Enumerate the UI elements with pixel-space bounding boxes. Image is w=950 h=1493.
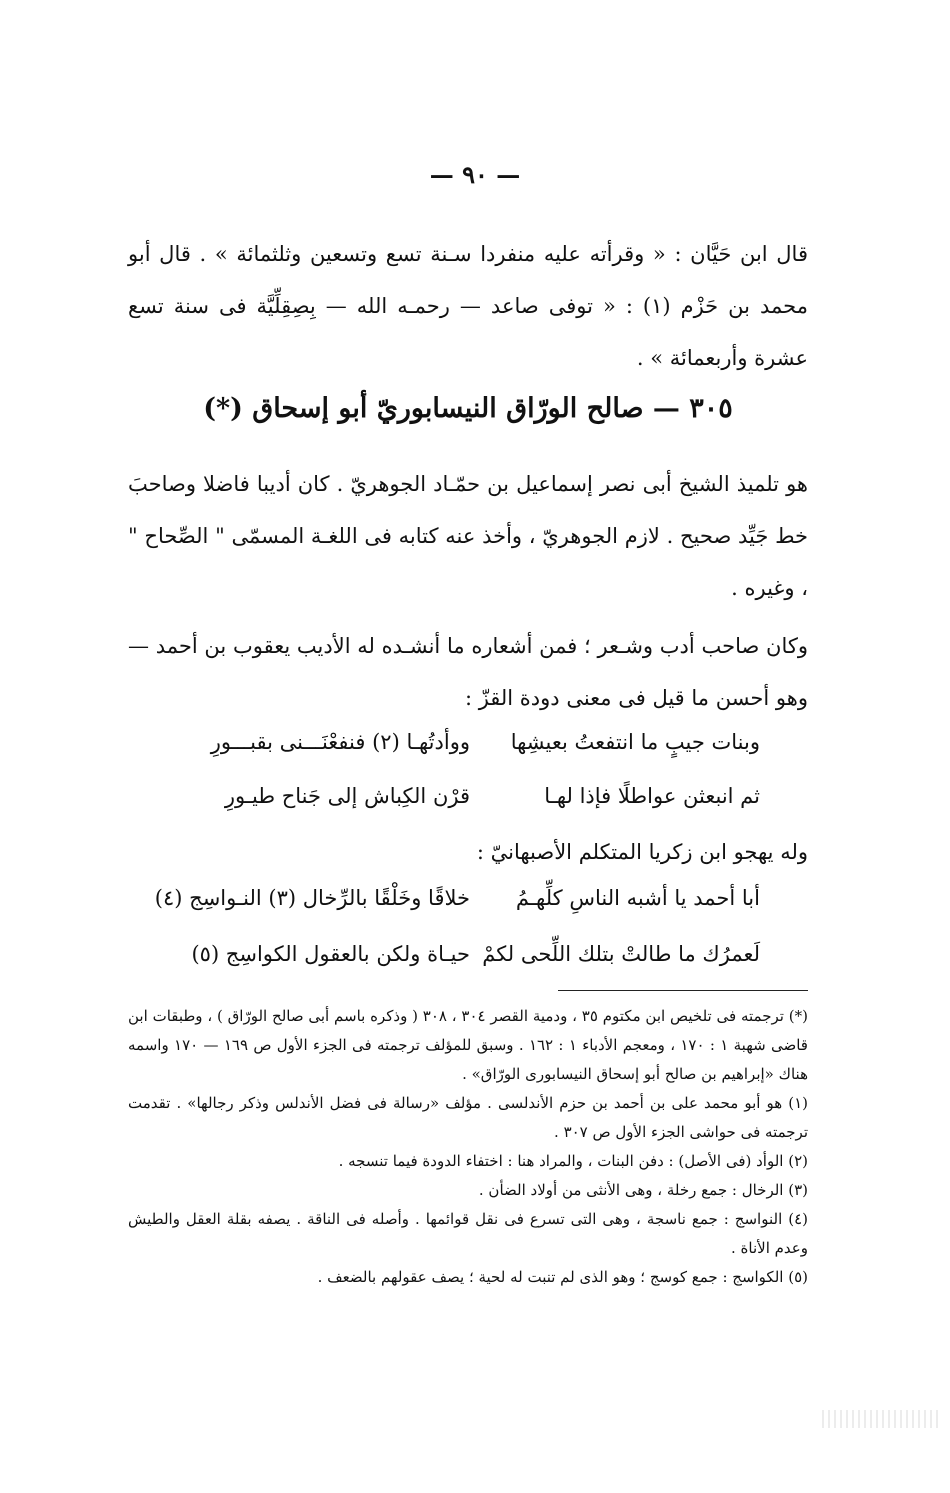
biography-block-2 xyxy=(128,620,808,724)
verse-3-first-hemistich: أبا أحمد يا أشبه الناسِ كلِّهـمُ xyxy=(515,886,760,910)
footnote-divider xyxy=(558,990,808,991)
biography-paragraph-1: هو تلميذ الشيخ أبى نصر إسماعيل بن حمّـاد الجوهريّ . كان أديبا فاضلا وصاحبَ خط جَيِّد صحيح . لازم الجوهريّ ، وأخذ عنه كتابه فى اللغـة المسمّى " الصِّحاح " ، وغيره . xyxy=(128,472,808,600)
verse-2-second-hemistich: قرْن الكِباش إلى جَناح طيـورِ xyxy=(224,784,470,808)
footnote-4: (٤) النواسج : جمع ناسجة ، وهى التى تسرع فى نقل قوائمها . وأصله فى الناقة . يصفه بقلة العقل والطيش وعدم الأناة . xyxy=(128,1210,808,1257)
footnote-star: (*) ترجمته فى تلخيص ابن مكتوم ٣٥ ، ودمية القصر ٣٠٤ ، ٣٠٨ ( وذكره باسم أبى صالح الورّاق ) ، وطبقات ابن قاضى شهبة ١ : ١٧٠ ، ومعجم الأدباء ١ : ١٦٢ . وسبق للمؤلف ترجمته فى الجزء الأول ص ١٦٩ — ١٧٠ واسمه هناك «إبراهيم بن صالح أبو إسحاق النيسابورى الورّاق» . xyxy=(128,1007,808,1083)
footnote-3: (٣) الرخال : جمع رخلة ، وهى الأنثى من أولاد الضأن . xyxy=(478,1181,808,1199)
intro-text: قال ابن حَيَّان : « وقرأته عليه منفردا سـنة تسع وتسعين وثلثمائة » . قال أبو محمد بن حَزْم (١) : « توفى صاعد — رحمـه الله — بِصِقِلِّيَّة فى سنة تسع عشرة وأربعمائة » . xyxy=(128,242,808,370)
verse-2-first-hemistich: ثم انبعثن عواطلًا فإذا لهـا xyxy=(544,784,760,808)
verse-4-second-hemistich: حيـاة ولكن بالعقول الكواسِج (٥) xyxy=(191,942,470,966)
intro-paragraph xyxy=(128,228,808,384)
biography-paragraph-2: وكان صاحب أدب وشـعر ؛ فمن أشعاره ما أنشـده له الأديب يعقوب بن أحمد — وهو أحسن ما قيل فى معنى دودة القزّ : xyxy=(128,634,808,710)
footnote-1: (١) هو أبو محمد على بن أحمد بن حزم الأندلسى . مؤلف «رسالة فى فضل الأندلس وذكر رجالها» . تقدمت ترجمته فى حواشى الجزء الأول ص ٣٠٧ . xyxy=(128,1094,808,1141)
verse-1-first-hemistich: وبنات جيبٍ ما انتفعتُ بعيشِها xyxy=(510,730,760,754)
verse-line-3 xyxy=(128,876,808,924)
footnotes xyxy=(128,1002,808,1292)
verse-4-first-hemistich: لَعمرُك ما طالتْ بتلك اللِّحى لكمْ xyxy=(482,942,760,966)
scan-smudge xyxy=(822,1410,942,1428)
verse-1-second-hemistich: ووأدتُهـا (٢) فنفعْنَـــنى بقبـــورِ xyxy=(210,730,470,754)
verse-line-2 xyxy=(128,774,808,822)
footnote-5: (٥) الكواسج : جمع كوسج ؛ وهو الذى لم تنبت له لحية ؛ يصف عقولهم بالضعف . xyxy=(317,1268,808,1286)
verse-intro-text: وله يهجو ابن زكريا المتكلم الأصبهانيّ : xyxy=(476,840,808,864)
footnote-2: (٢) الوأد (فى الأصل) : دفن البنات ، والمراد هنا : اختفاء الدودة فيما تنسجه . xyxy=(338,1152,808,1170)
page-number: — ٩٠ — xyxy=(429,160,521,189)
entry-heading: ٣٠٥ — صالح الورّاق النيسابوريّ أبو إسحاق (*) xyxy=(203,393,733,424)
verse-line-4 xyxy=(128,932,808,980)
verse-3-second-hemistich: خلاقًا وخَلْقًا بالرِّخال (٣) النـواسِج (٤) xyxy=(154,886,470,910)
biography-block xyxy=(128,458,808,614)
verse-line-1 xyxy=(128,720,808,768)
